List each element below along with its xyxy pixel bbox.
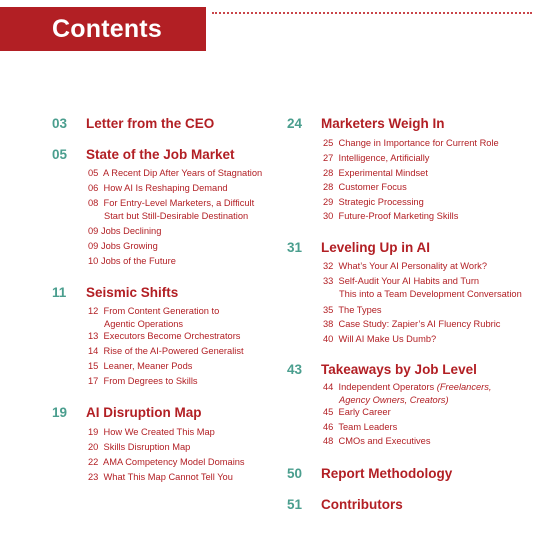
item-page-number: 06 xyxy=(88,183,99,193)
toc-item[interactable] xyxy=(323,260,487,273)
item-title: Early Career xyxy=(338,407,391,417)
toc-section[interactable] xyxy=(287,497,403,512)
toc-section[interactable] xyxy=(287,116,445,131)
section-title[interactable]: Marketers Weigh In xyxy=(321,116,445,131)
item-page-number: 27 xyxy=(323,153,334,163)
item-title: How AI Is Reshaping Demand xyxy=(103,183,228,193)
item-page-number: 05 xyxy=(88,168,99,178)
section-title[interactable]: Seismic Shifts xyxy=(86,285,179,300)
toc-item[interactable] xyxy=(88,360,192,373)
toc-item[interactable] xyxy=(88,441,190,454)
item-title: Jobs Growing xyxy=(100,241,158,251)
item-page-number: 29 xyxy=(323,197,334,207)
section-title[interactable]: State of the Job Market xyxy=(86,147,235,162)
item-page-number: 09 xyxy=(88,241,99,251)
item-title: Intelligence, Artificially xyxy=(338,153,430,163)
item-title: What’s Your AI Personality at Work? xyxy=(338,261,487,271)
toc-item[interactable] xyxy=(88,197,254,222)
toc-item[interactable] xyxy=(88,225,161,238)
section-title[interactable]: Contributors xyxy=(321,497,403,512)
item-page-number: 33 xyxy=(323,276,334,286)
section-page-number: 11 xyxy=(52,285,67,300)
section-title[interactable]: Report Methodology xyxy=(321,466,453,481)
section-page-number: 43 xyxy=(287,362,303,377)
item-title: Skills Disruption Map xyxy=(103,442,191,452)
item-page-number: 40 xyxy=(323,334,334,344)
item-title: What This Map Cannot Tell You xyxy=(103,472,233,482)
dotted-divider xyxy=(212,12,532,14)
item-title: Jobs Declining xyxy=(100,226,162,236)
item-title: A Recent Dip After Years of Stagnation xyxy=(103,168,263,178)
toc-item[interactable] xyxy=(88,471,233,484)
item-page-number: 23 xyxy=(88,472,99,482)
item-title: Jobs of the Future xyxy=(100,256,176,266)
item-page-number: 10 xyxy=(88,256,99,266)
page-title: Contents xyxy=(52,15,162,43)
item-page-number: 38 xyxy=(323,319,334,329)
item-page-number: 22 xyxy=(88,457,99,467)
item-page-number: 19 xyxy=(88,427,99,437)
toc-item[interactable] xyxy=(88,305,219,330)
toc-item[interactable] xyxy=(323,333,436,346)
item-title: For Entry-Level Marketers, a Difficult xyxy=(103,198,255,208)
toc-section[interactable] xyxy=(52,147,235,162)
item-page-number: 48 xyxy=(323,436,334,446)
toc-item[interactable] xyxy=(88,375,198,388)
section-page-number: 24 xyxy=(287,116,303,131)
item-title: Executors Become Orchestrators xyxy=(103,331,241,341)
toc-item[interactable] xyxy=(88,182,228,195)
item-title-continued: Start but Still-Desirable Destination xyxy=(104,210,249,221)
toc-section[interactable] xyxy=(52,405,202,420)
section-title[interactable]: Leveling Up in AI xyxy=(321,240,431,255)
item-page-number: 12 xyxy=(88,306,99,316)
item-title: Independent Operators xyxy=(338,382,435,392)
item-title: Case Study: Zapier’s AI Fluency Rubric xyxy=(338,319,501,329)
toc-section[interactable] xyxy=(287,240,430,255)
toc-item[interactable] xyxy=(88,456,245,469)
item-page-number: 30 xyxy=(323,211,334,221)
toc-item[interactable] xyxy=(323,406,391,419)
item-title: Leaner, Meaner Pods xyxy=(103,361,193,371)
toc-item[interactable] xyxy=(323,152,429,165)
toc-section[interactable] xyxy=(52,285,178,300)
toc-item[interactable] xyxy=(323,318,500,331)
toc-item[interactable] xyxy=(88,345,244,358)
toc-item[interactable] xyxy=(323,381,492,406)
item-title: From Degrees to Skills xyxy=(103,376,198,386)
toc-item[interactable] xyxy=(323,167,428,180)
item-page-number: 09 xyxy=(88,226,99,236)
section-page-number: 31 xyxy=(287,240,303,255)
toc-item[interactable] xyxy=(323,137,499,150)
item-title: Change in Importance for Current Role xyxy=(338,138,499,148)
item-page-number: 45 xyxy=(323,407,334,417)
toc-item[interactable] xyxy=(323,196,424,209)
item-page-number: 17 xyxy=(88,376,99,386)
toc-item[interactable] xyxy=(88,330,240,343)
section-title[interactable]: Letter from the CEO xyxy=(86,116,215,131)
item-title: Rise of the AI-Powered Generalist xyxy=(103,346,244,356)
section-title[interactable]: AI Disruption Map xyxy=(86,405,202,420)
toc-item[interactable] xyxy=(323,275,522,300)
section-page-number: 19 xyxy=(52,405,68,420)
item-page-number: 20 xyxy=(88,442,99,452)
item-title: Strategic Processing xyxy=(338,197,424,207)
contents-banner xyxy=(0,7,206,51)
item-title-continued: Agentic Operations xyxy=(104,318,184,329)
item-title: How We Created This Map xyxy=(103,427,215,437)
toc-item[interactable] xyxy=(323,210,458,223)
toc-section[interactable] xyxy=(287,466,452,481)
section-page-number: 05 xyxy=(52,147,68,162)
item-title: Future-Proof Marketing Skills xyxy=(338,211,459,221)
item-title: Customer Focus xyxy=(338,182,407,192)
item-title-continued: Agency Owners, Creators) xyxy=(339,394,449,405)
toc-item[interactable] xyxy=(88,167,262,180)
toc-item[interactable] xyxy=(323,435,431,448)
toc-item[interactable] xyxy=(88,240,158,253)
item-title: AMA Competency Model Domains xyxy=(103,457,245,467)
toc-item[interactable] xyxy=(323,181,407,194)
item-title: Will AI Make Us Dumb? xyxy=(338,334,437,344)
toc-item[interactable] xyxy=(88,426,215,439)
item-page-number: 44 xyxy=(323,382,334,392)
item-page-number: 35 xyxy=(323,305,334,315)
section-page-number: 51 xyxy=(287,497,303,512)
toc-section[interactable] xyxy=(52,116,214,131)
section-page-number: 03 xyxy=(52,116,68,131)
item-page-number: 13 xyxy=(88,331,99,341)
item-title: From Content Generation to xyxy=(103,306,220,316)
item-page-number: 28 xyxy=(323,182,334,192)
item-title-italic: (Freelancers, xyxy=(436,382,492,392)
toc-item[interactable] xyxy=(323,304,382,317)
toc-item[interactable] xyxy=(323,421,397,434)
item-page-number: 28 xyxy=(323,168,334,178)
item-title: Self-Audit Your AI Habits and Turn xyxy=(338,276,480,286)
item-title-continued: This into a Team Development Conversation xyxy=(339,288,522,299)
section-title[interactable]: Takeaways by Job Level xyxy=(321,362,477,377)
item-title: The Types xyxy=(338,305,382,315)
toc-item[interactable] xyxy=(88,255,176,268)
item-page-number: 15 xyxy=(88,361,99,371)
item-page-number: 46 xyxy=(323,422,334,432)
item-title: CMOs and Executives xyxy=(338,436,431,446)
toc-section[interactable] xyxy=(287,362,477,377)
item-page-number: 14 xyxy=(88,346,99,356)
item-page-number: 25 xyxy=(323,138,334,148)
section-page-number: 50 xyxy=(287,466,303,481)
item-page-number: 32 xyxy=(323,261,334,271)
item-page-number: 08 xyxy=(88,198,99,208)
item-title: Experimental Mindset xyxy=(338,168,428,178)
item-title: Team Leaders xyxy=(338,422,398,432)
